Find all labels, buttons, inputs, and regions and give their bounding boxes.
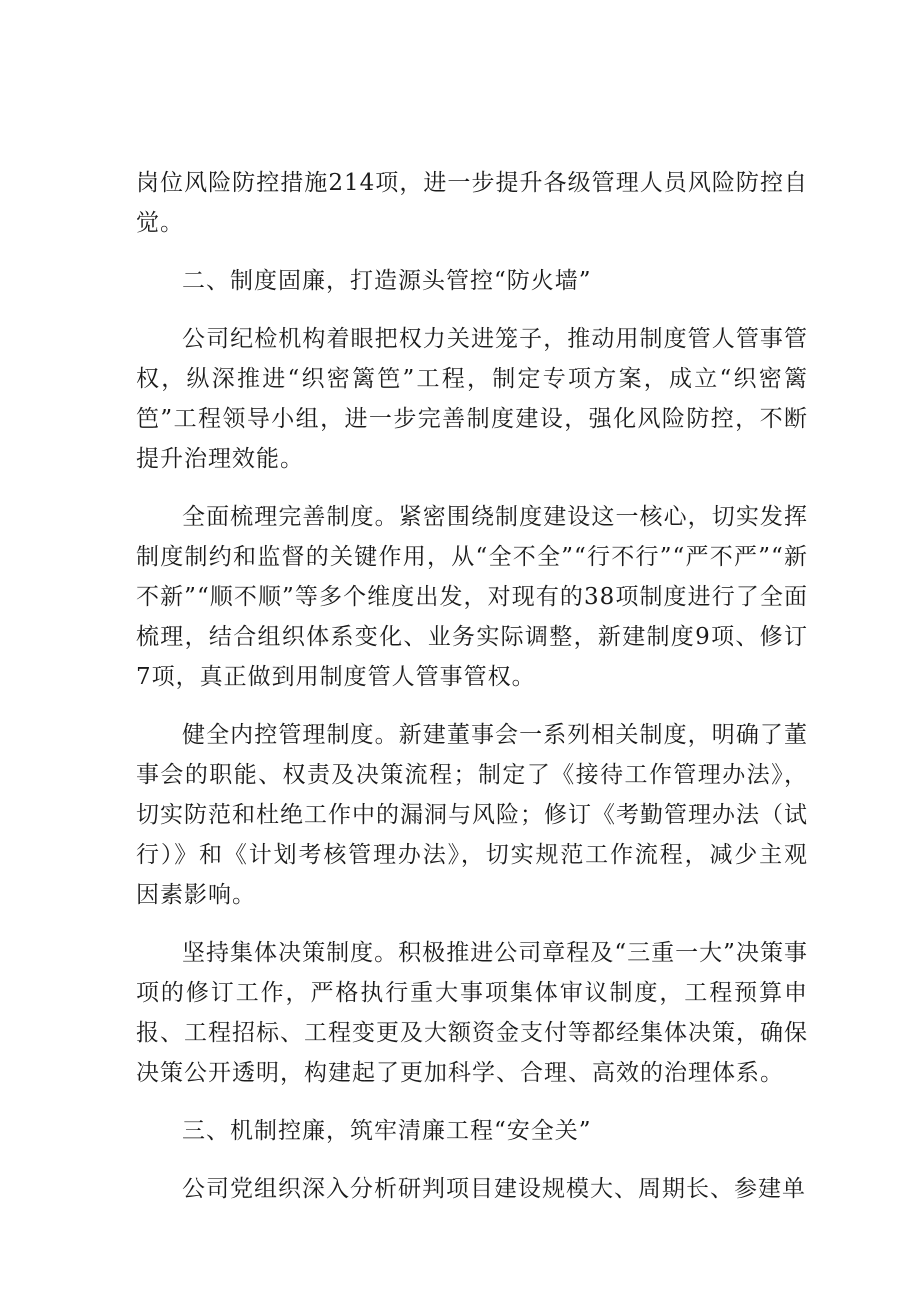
section-heading-3: 三、机制控廉，筑牢清廉工程“安全关” <box>182 1118 592 1144</box>
document-body <box>136 163 808 1227</box>
paragraph-internal-control: 健全内控管理制度。新建董事会一系列相关制度，明确了董事会的职能、权责及决策流程；制定了《接待工作管理办法》，切实防范和杜绝工作中的漏洞与风险；修订《考勤管理办法（试行）》和《计划考核管理办法》，切实规范工作流程，减少主观因素影响。 <box>136 722 808 908</box>
paragraph-collective-decision: 坚持集体决策制度。积极推进公司章程及“三重一大”决策事项的修订工作，严格执行重大事项集体审议制度，工程预算申报、工程招标、工程变更及大额资金支付等都经集体决策，确保决策公开透明，构建起了更加科学、合理、高效的治理体系。 <box>136 940 808 1086</box>
paragraph-party-analysis: 公司党组织深入分析研判项目建设规模大、周期长、参建单 <box>182 1176 806 1202</box>
paragraph-review-systems: 全面梳理完善制度。紧密围绕制度建设这一核心，切实发挥制度制约和监督的关键作用，从“全不全”“行不行”“严不严”“新不新”“顺不顺”等多个维度出发，对现有的38项制度进行了全面梳理，结合组织体系变化、业务实际调整，新建制度9项、修订7项，真正做到用制度管人管事管权。 <box>136 504 808 690</box>
paragraph-intro-institution: 公司纪检机构着眼把权力关进笼子，推动用制度管人管事管权，纵深推进“织密篱笆”工程，制定专项方案，成立“织密篱笆”工程领导小组，进一步完善制度建设，强化风险防控，不断提升治理效能。 <box>136 326 808 472</box>
section-heading-2: 二、制度固廉，打造源头管控“防火墙” <box>182 268 592 294</box>
paragraph-continued: 岗位风险防控措施214项，进一步提升各级管理人员风险防控自觉。 <box>136 170 808 236</box>
